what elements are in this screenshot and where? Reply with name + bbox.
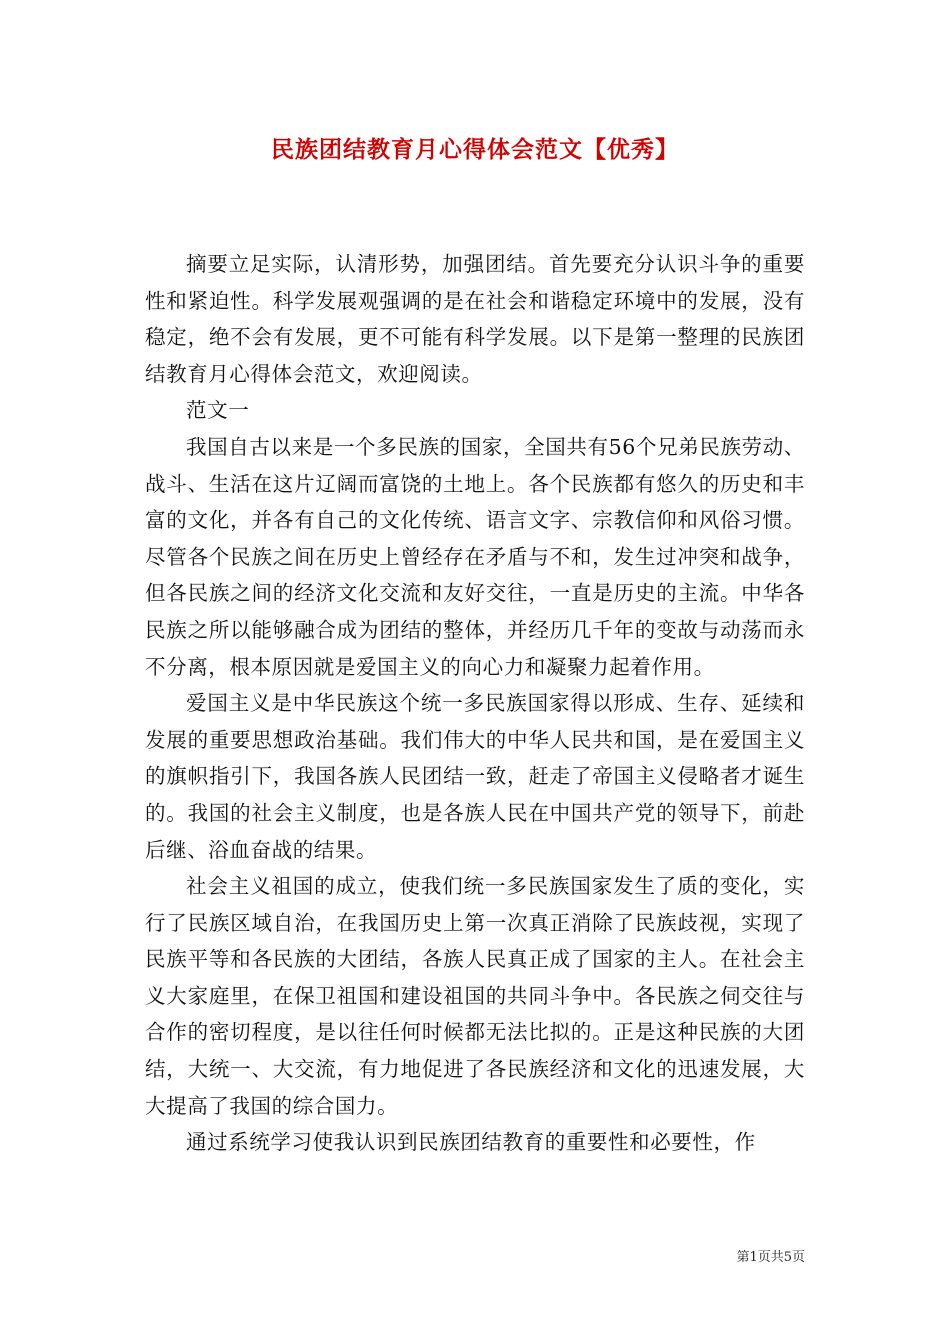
paragraph: 通过系统学习使我认识到民族团结教育的重要性和必要性，作 — [186, 1130, 756, 1155]
document-body — [145, 246, 805, 1161]
document-title: 民族团结教育月心得体会范文【优秀】 — [271, 136, 679, 163]
page-number: 第1页共5页 — [736, 1250, 805, 1265]
paragraph: 我国自古以来是一个多民族的国家，全国共有56个兄弟民族劳动、战斗、生活在这片辽阔而富饶的土地上。各个民族都有悠久的历史和丰富的文化，并各有自己的文化传统、语言文字、宗教信仰和风俗习惯。尽管各个民族之间在历史上曾经存在矛盾与不和，发生过冲突和战争，但各民族之间的经济文化交流和友好交往，一直是历史的主流。中华各民族之所以能够融合成为团结的整体，并经历几千年的变故与动荡而永不分离，根本原因就是爱国主义的向心力和凝聚力起着作用。 — [145, 434, 805, 679]
paragraph-abstract: 摘要立足实际，认清形势，加强团结。首先要充分认识斗争的重要性和紧迫性。科学发展观强调的是在社会和谐稳定环境中的发展，没有稳定，绝不会有发展，更不可能有科学发展。以下是第一整理的民族团结教育月心得体会范文，欢迎阅读。 — [145, 252, 805, 386]
paragraph: 社会主义祖国的成立，使我们统一多民族国家发生了质的变化，实行了民族区域自治，在我国历史上第一次真正消除了民族歧视，实现了民族平等和各民族的大团结，各族人民真正成了国家的主人。在社会主义大家庭里，在保卫祖国和建设祖国的共同斗争中。各民族之伺交往与合作的密切程度，是以往任何时候都无法比拟的。正是这种民族的大团结，大统一、大交流，有力地促进了各民族经济和文化的迅速发展，大大提高了我国的综合国力。 — [145, 874, 805, 1118]
section-heading-example-one: 范文一 — [186, 398, 250, 423]
paragraph: 爱国主义是中华民族这个统一多民族国家得以形成、生存、延续和发展的重要思想政治基础。我们伟大的中华人民共和国，是在爱国主义的旗帜指引下，我国各族人民团结一致，赶走了帝国主义侵略者才诞生的。我国的社会主义制度，也是各族人民在中国共产党的领导下，前赴后继、浴血奋战的结果。 — [145, 691, 805, 862]
